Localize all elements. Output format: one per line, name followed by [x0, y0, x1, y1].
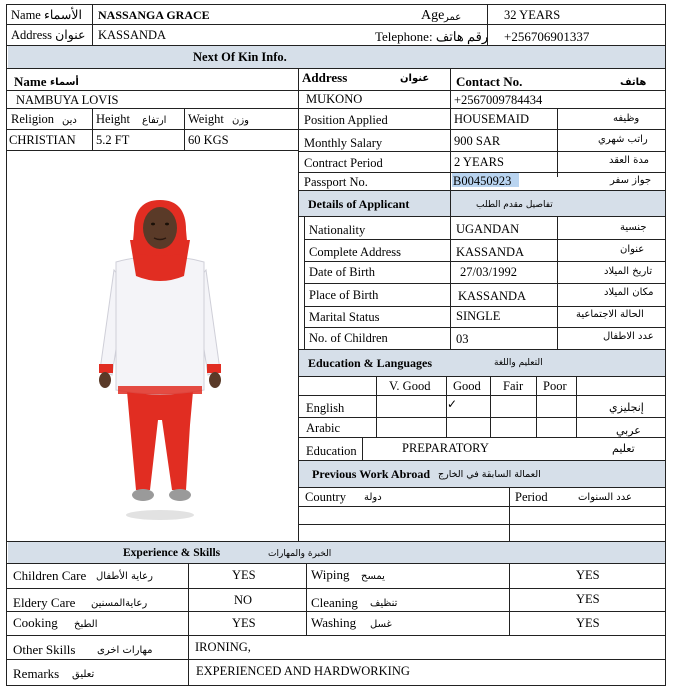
children-care-label: Children Care	[13, 568, 87, 583]
education-value: PREPARATORY	[402, 441, 489, 455]
washing-label: Washing	[311, 615, 357, 630]
other-skills-label: Other Skills	[13, 642, 76, 657]
cleaning-label-ar: تنظيف	[370, 598, 398, 609]
telephone-label: Telephone: رقم هاتف	[375, 29, 489, 44]
work-title: Previous Work Abroad	[312, 467, 431, 481]
eldery-care-label-ar: رعايةالمسنين	[91, 598, 148, 609]
kin-contact-label-ar: هاتف	[620, 77, 647, 88]
skills-title: Experience & Skills	[123, 547, 221, 559]
left-shoe	[132, 489, 154, 501]
dob-value: 27/03/1992	[460, 265, 517, 279]
kin-address-label: Address	[302, 70, 348, 85]
religion-value: CHRISTIAN	[9, 133, 76, 147]
english-label-ar: إنجليزي	[609, 401, 644, 414]
pob-value: KASSANDA	[458, 289, 527, 303]
children-label: No. of Children	[309, 331, 388, 345]
arabic-label-ar: عربي	[616, 424, 641, 437]
period-label-ar: عدد السنوات	[578, 492, 632, 503]
col-good: Good	[453, 379, 481, 393]
cooking-label: Cooking	[13, 615, 58, 630]
details-title: Details of Applicant	[308, 197, 410, 211]
religion-label: Religion	[11, 112, 55, 126]
height-label: Height	[96, 112, 131, 126]
salary-value: 900 SAR	[454, 134, 501, 148]
kin-address-label-ar: عنوان	[400, 73, 430, 84]
contract-label-ar: مدة العقد	[609, 155, 649, 166]
country-label: Country	[305, 490, 346, 504]
remarks-label: Remarks	[13, 666, 60, 681]
applicant-photo	[80, 190, 240, 530]
height-label-ar: ارتفاع	[142, 115, 167, 126]
period-label: Period	[515, 490, 548, 504]
col-vgood: V. Good	[389, 379, 431, 393]
left-cuff	[99, 364, 113, 373]
education-label: Education	[306, 444, 357, 458]
passport-label: Passport No.	[304, 175, 368, 189]
skills-header-band	[8, 541, 665, 563]
telephone-value: +256706901337	[504, 29, 590, 44]
weight-value: 60 KGS	[188, 133, 229, 147]
marital-label: Marital Status	[309, 310, 380, 324]
contract-value: 2 YEARS	[454, 155, 504, 169]
wiping-label-ar: يمسح	[361, 571, 385, 582]
children-value: 03	[456, 332, 469, 346]
work-title-ar: العمالة السابقة في الخارج	[438, 469, 541, 480]
nationality-label: Nationality	[309, 223, 366, 237]
cleaning-value: YES	[576, 592, 600, 606]
position-label: Position Applied	[304, 113, 388, 127]
kin-contact-label: Contact No.	[456, 74, 523, 89]
cooking-label-ar: الطبخ	[74, 619, 98, 630]
country-label-ar: دولة	[364, 492, 382, 503]
education-title-ar: التعليم واللغة	[494, 358, 543, 368]
position-value: HOUSEMAID	[454, 112, 529, 126]
left-eye	[151, 223, 155, 226]
skills-title-ar: الخبرة والمهارات	[268, 549, 332, 559]
name-value: NASSANGA GRACE	[98, 8, 210, 22]
age-label: Age	[421, 8, 445, 23]
kin-name-label-ar: أسماء	[50, 77, 79, 88]
nationality-value: UGANDAN	[456, 222, 520, 236]
trousers	[126, 380, 194, 490]
height-value: 5.2 FT	[96, 133, 130, 147]
complete-address-label-ar: عنوان	[620, 244, 645, 255]
right-shoe	[169, 489, 191, 501]
col-fair: Fair	[503, 379, 524, 393]
dob-label-ar: تاريخ الميلاد	[604, 266, 653, 277]
english-good-check: ✓	[447, 397, 458, 411]
wiping-value: YES	[576, 568, 600, 582]
complete-address-value: KASSANDA	[456, 245, 525, 259]
remarks-value: EXPERIENCED AND HARDWORKING	[196, 664, 410, 678]
right-hand	[209, 372, 221, 388]
washing-label-ar: غسل	[370, 619, 392, 630]
tunic-hem	[118, 386, 202, 394]
kin-address-value: MUKONO	[306, 92, 363, 106]
other-skills-value: IRONING,	[195, 640, 251, 654]
address-value: KASSANDA	[98, 28, 167, 42]
weight-label: Weight	[188, 112, 224, 126]
kin-name-label: Name	[14, 74, 47, 89]
passport-value: B00450923	[453, 174, 512, 188]
photo-shadow	[126, 510, 194, 520]
right-cuff	[207, 364, 221, 373]
nationality-label-ar: جنسية	[620, 222, 647, 233]
right-eye	[165, 223, 169, 226]
washing-value: YES	[576, 616, 600, 630]
education-title: Education & Languages	[308, 356, 433, 370]
age-value: 32 YEARS	[504, 8, 561, 22]
marital-label-ar: الحالة الاجتماعية	[576, 309, 644, 320]
pob-label-ar: مكان الميلاد	[604, 287, 654, 298]
eldery-care-label: Eldery Care	[13, 595, 76, 610]
other-skills-label-ar: مهارات اخرى	[97, 645, 153, 656]
eldery-care-value: NO	[234, 593, 253, 607]
salary-label-ar: راتب شهري	[598, 134, 648, 145]
children-care-label-ar: رعاية الأطفال	[96, 571, 153, 582]
name-label: Name الأسماء	[11, 8, 82, 22]
kin-contact-value: +2567009784434	[454, 93, 543, 107]
education-label-ar: تعليم	[612, 442, 635, 455]
col-poor: Poor	[543, 379, 567, 393]
children-care-value: YES	[232, 568, 256, 582]
dob-label: Date of Birth	[309, 265, 375, 279]
religion-label-ar: دين	[62, 115, 77, 126]
face	[143, 207, 177, 249]
complete-address-label: Complete Address	[309, 245, 402, 259]
cleaning-label: Cleaning	[311, 595, 358, 610]
marital-value: SINGLE	[456, 309, 501, 323]
age-label-ar: عمر	[444, 12, 462, 23]
english-label: English	[306, 401, 345, 415]
weight-label-ar: وزن	[232, 115, 250, 126]
contract-label: Contract Period	[304, 156, 383, 170]
details-title-ar: تفاصيل مقدم الطلب	[476, 200, 553, 210]
salary-label: Monthly Salary	[304, 136, 383, 150]
children-label-ar: عدد الاطفال	[603, 331, 654, 342]
pob-label: Place of Birth	[309, 288, 379, 302]
passport-label-ar: جواز سفر	[610, 175, 652, 186]
arabic-label: Arabic	[306, 421, 341, 435]
wiping-label: Wiping	[311, 567, 350, 582]
remarks-label-ar: تعليق	[72, 669, 95, 680]
kin-header-band	[8, 46, 665, 68]
kin-name-value: NAMBUYA LOVIS	[16, 93, 119, 107]
left-hand	[99, 372, 111, 388]
position-label-ar: وظيفه	[613, 113, 640, 124]
kin-title: Next Of Kin Info.	[193, 50, 287, 64]
address-label: Address عنوان	[11, 28, 86, 42]
cooking-value: YES	[232, 616, 256, 630]
